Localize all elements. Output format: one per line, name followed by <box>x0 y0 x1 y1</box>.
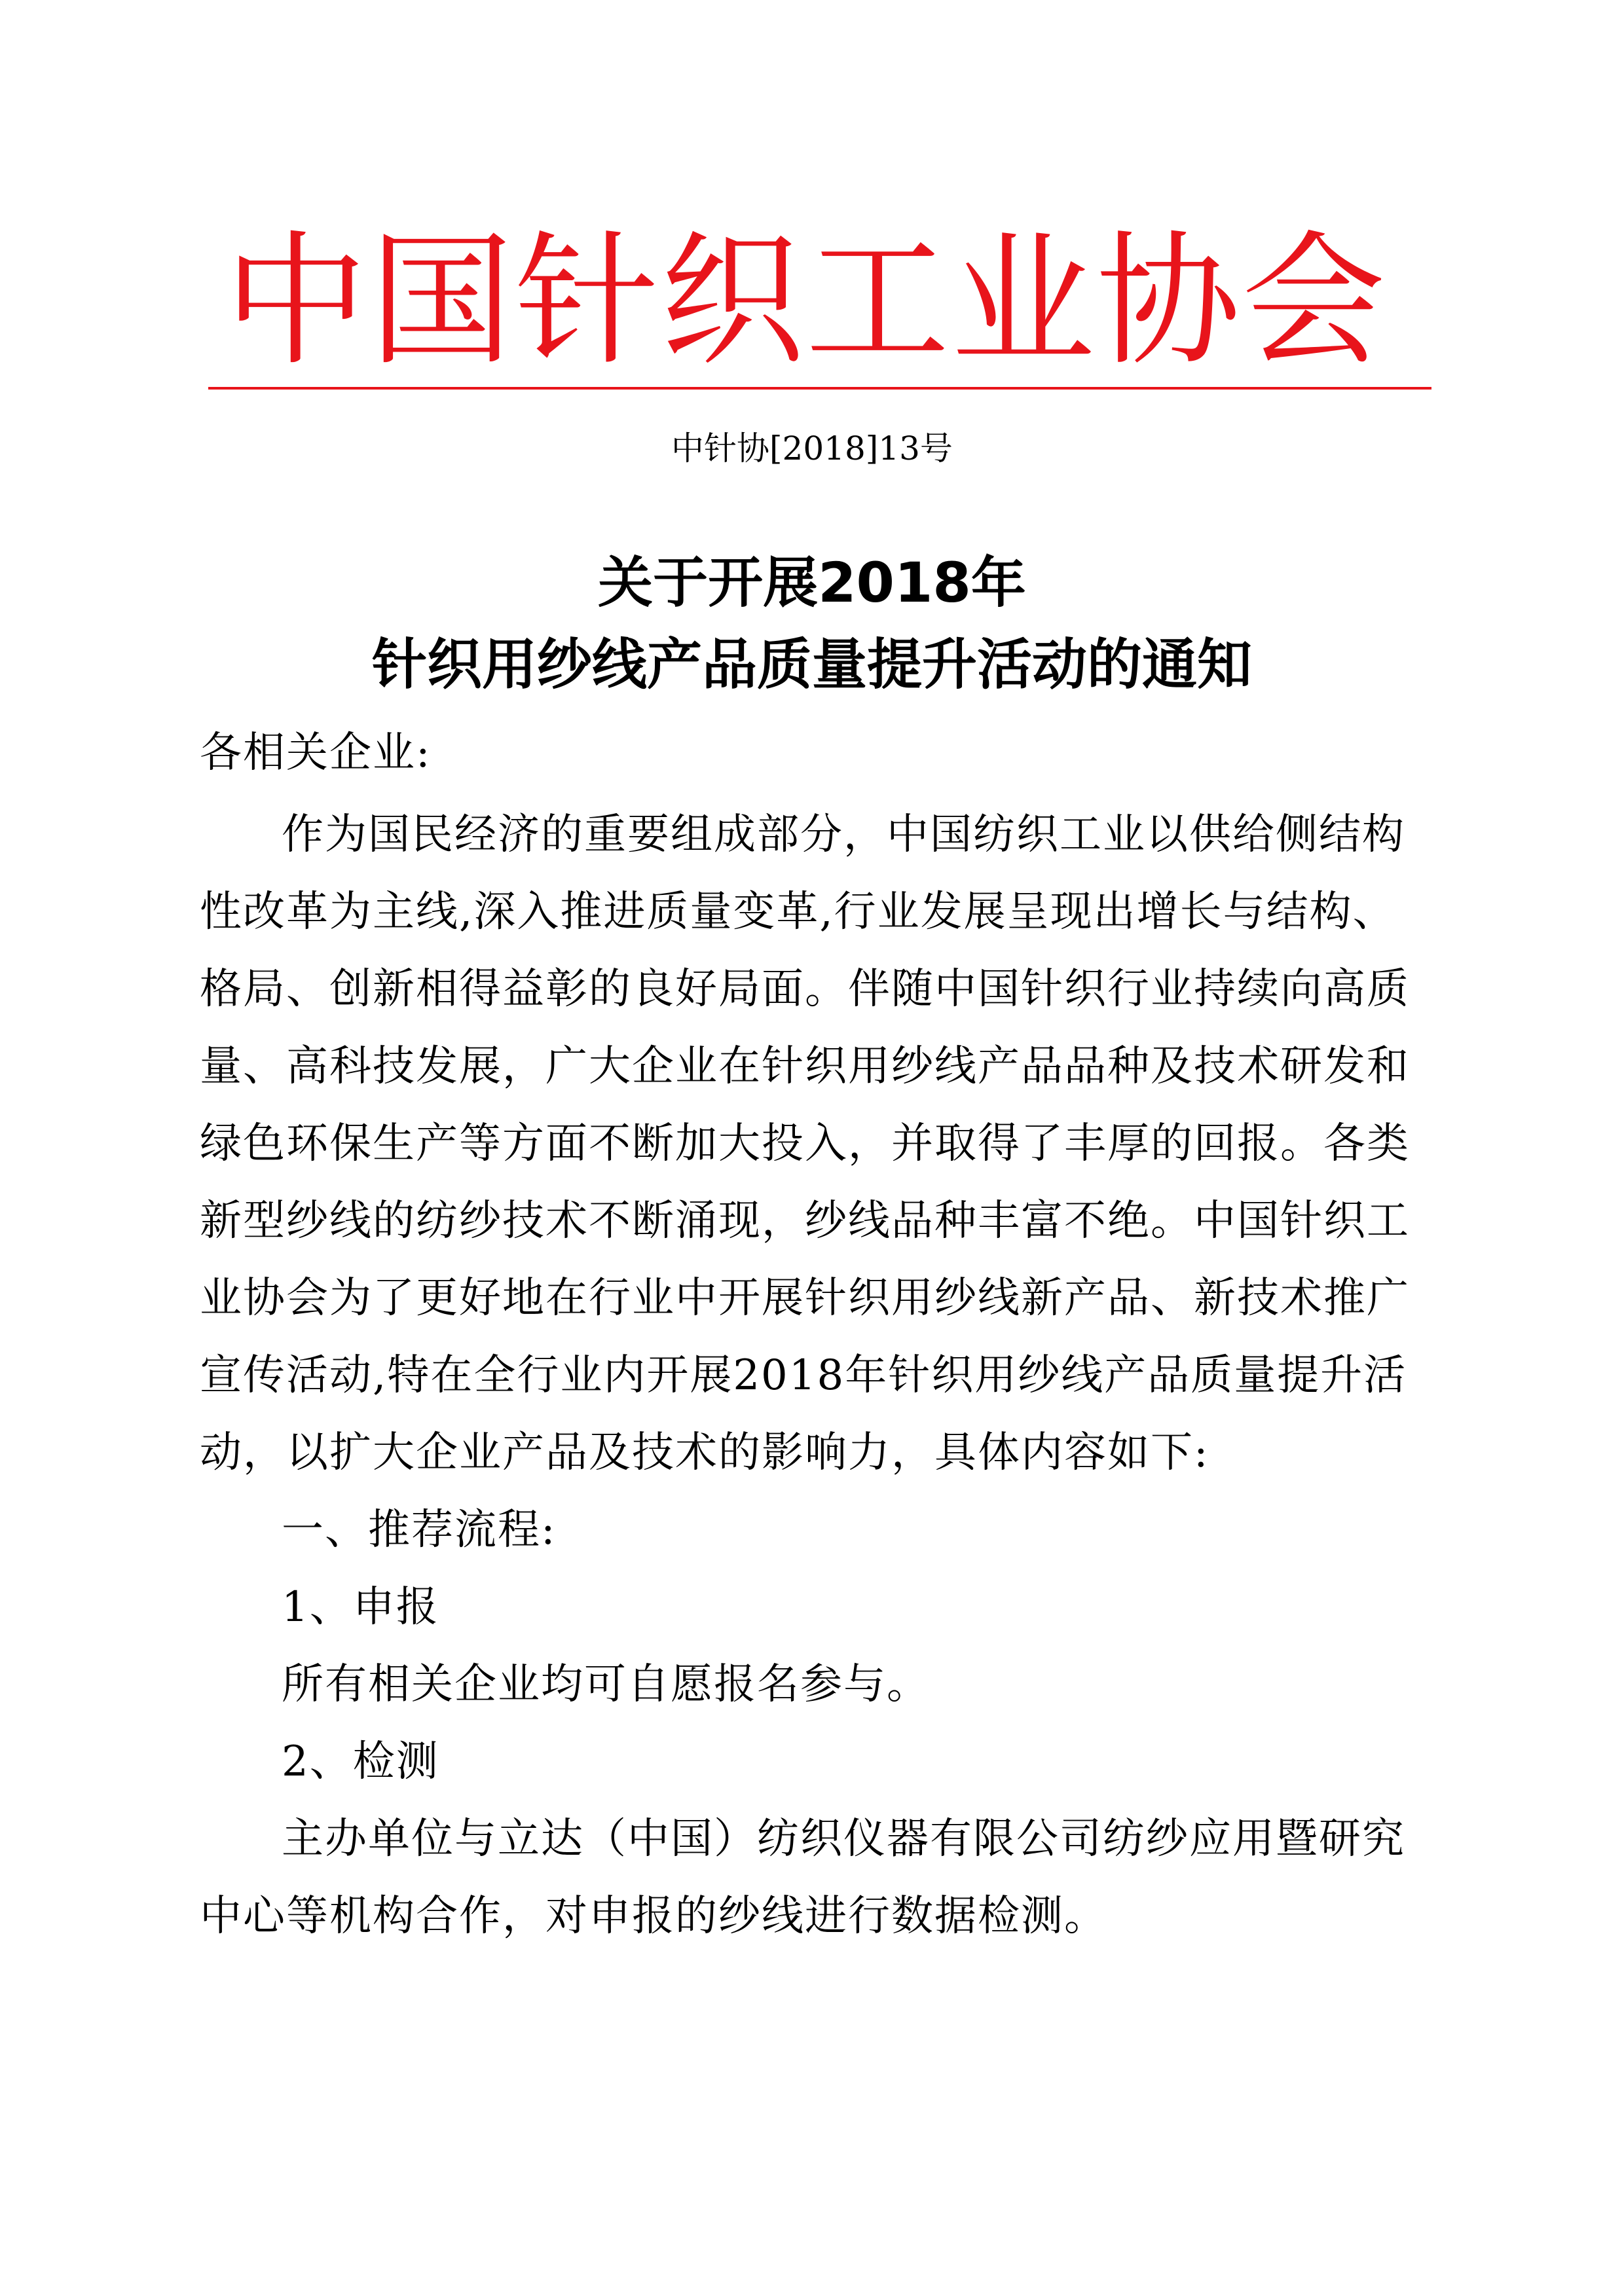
body-line: 作为国民经济的重要组成部分，中国纺织工业以供给侧结构 <box>282 811 1405 859</box>
section-heading: 一、推荐流程: <box>282 1506 557 1554</box>
body-line: 新型纱线的纺纱技术不断涌现，纱线品种丰富不绝。中国针织工 <box>200 1197 1410 1245</box>
item-text: 所有相关企业均可自愿报名参与。 <box>282 1660 930 1709</box>
body-line: 宣传活动,特在全行业内开展2018年针织用纱线产品质量提升活 <box>200 1351 1407 1400</box>
item-text: 中心等机构合作，对申报的纱线进行数据检测。 <box>200 1892 1107 1941</box>
document-title-line-1: 关于开展2018年 <box>598 551 1026 615</box>
item-heading: 2、检测 <box>282 1738 439 1786</box>
letterhead-title: 中国针织工业协会 <box>223 217 1387 385</box>
body-line: 绿色环保生产等方面不断加大投入，并取得了丰厚的回报。各类 <box>200 1120 1410 1168</box>
document-title-line-2: 针织用纱线产品质量提升活动的通知 <box>371 632 1252 697</box>
body-line: 动，以扩大企业产品及技术的影响力，具体内容如下: <box>200 1429 1209 1477</box>
body-line: 业协会为了更好地在行业中开展针织用纱线新产品、新技术推广 <box>200 1274 1410 1322</box>
body-line: 量、高科技发展，广大企业在针织用纱线产品品种及技术研发和 <box>200 1042 1410 1091</box>
item-heading: 1、申报 <box>282 1583 439 1631</box>
salutation: 各相关企业: <box>200 729 432 777</box>
letterhead-divider <box>208 387 1431 390</box>
document-number: 中针协[2018]13号 <box>671 429 953 467</box>
item-text: 主办单位与立达（中国）纺织仪器有限公司纺纱应用暨研究 <box>282 1815 1405 1863</box>
body-line: 格局、创新相得益彰的良好局面。伴随中国针织行业持续向高质 <box>200 965 1410 1013</box>
body-line: 性改革为主线,深入推进质量变革,行业发展呈现出增长与结构、 <box>200 888 1396 936</box>
